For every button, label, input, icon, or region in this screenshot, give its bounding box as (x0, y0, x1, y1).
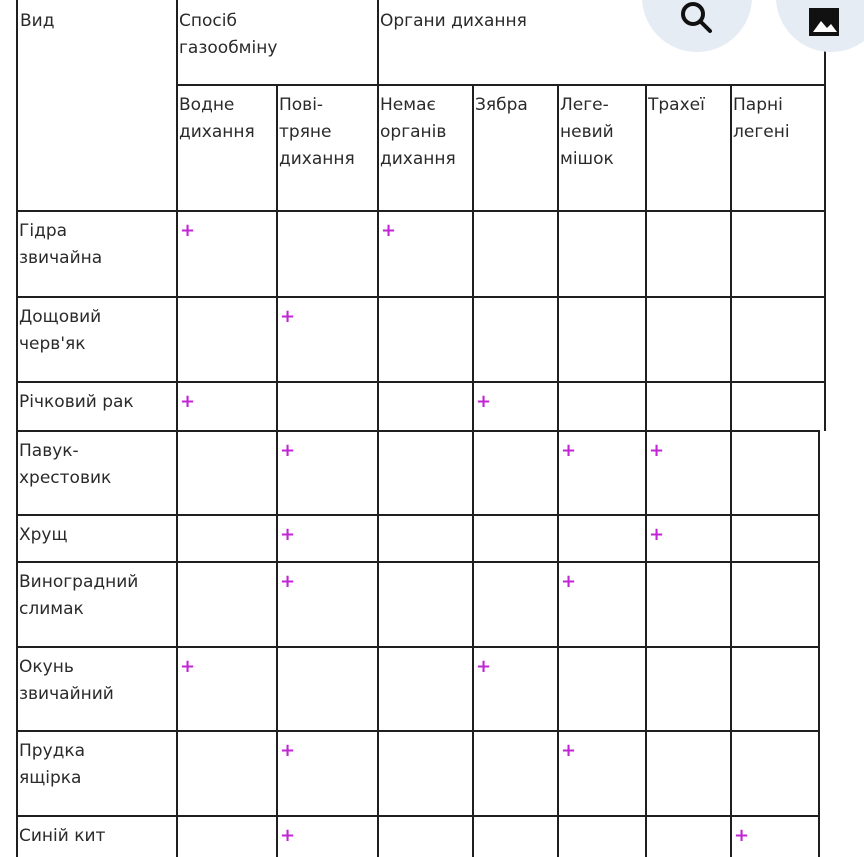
grid-line-h (16, 646, 820, 648)
grid-line-v (176, 0, 178, 857)
search-icon (677, 0, 717, 40)
plus-mark: + (561, 740, 577, 761)
grid-line-v (16, 0, 18, 857)
plus-mark: + (180, 656, 196, 677)
grid-line-v (818, 430, 820, 857)
grid-line-h (16, 561, 820, 563)
grid-line-v (730, 84, 732, 857)
subheader-6: Парні легені (733, 95, 790, 142)
grid-line-h (16, 815, 820, 817)
plus-mark: + (734, 825, 750, 846)
plus-mark: + (381, 220, 397, 241)
grid-line-v (377, 0, 379, 857)
plus-mark: + (476, 391, 492, 412)
row-label: Гідра звичайна (19, 221, 103, 268)
subheader-3: Зябра (475, 95, 528, 115)
row-label: Дощовий черв'як (19, 307, 102, 354)
plus-mark: + (561, 571, 577, 592)
image-icon (807, 6, 841, 40)
plus-mark: + (280, 524, 296, 545)
grid-line-h (16, 381, 826, 383)
subheader-1: Пові- тряне дихання (279, 95, 355, 169)
row-label: Прудка ящірка (19, 741, 86, 788)
grid-line-h (16, 514, 820, 516)
grid-line-h (16, 430, 820, 432)
row-label: Окунь звичайний (19, 657, 114, 704)
plus-mark: + (280, 825, 296, 846)
header-organs: Органи дихання (380, 11, 527, 31)
plus-mark: + (649, 440, 665, 461)
plus-mark: + (180, 220, 196, 241)
plus-mark: + (280, 740, 296, 761)
grid-line-v (645, 84, 647, 857)
grid-line-v (824, 40, 826, 431)
subheader-5: Трахеї (648, 95, 705, 115)
row-label: Хрущ (19, 525, 68, 545)
subheader-2: Немає органів дихання (380, 95, 456, 169)
plus-mark: + (180, 391, 196, 412)
plus-mark: + (476, 656, 492, 677)
header-gas-exchange: Спосіб газообміну (179, 11, 278, 58)
row-label: Виноградний слимак (19, 572, 139, 619)
row-label: Синій кит (19, 826, 106, 846)
grid-line-h (16, 730, 820, 732)
grid-line-h (16, 210, 826, 212)
plus-mark: + (280, 571, 296, 592)
grid-line-h (16, 296, 826, 298)
image-search-button[interactable] (776, 0, 864, 52)
plus-mark: + (280, 306, 296, 327)
subheader-0: Водне дихання (179, 95, 255, 142)
search-button[interactable] (642, 0, 752, 52)
plus-mark: + (280, 440, 296, 461)
grid-line-v (276, 84, 278, 857)
grid-line-v (472, 84, 474, 857)
grid-line-v (557, 84, 559, 857)
grid-line-h (176, 84, 824, 86)
plus-mark: + (561, 440, 577, 461)
row-label: Павук- хрестовик (19, 441, 112, 488)
subheader-4: Леге- невий мішок (560, 95, 614, 169)
row-label: Річковий рак (19, 392, 134, 412)
plus-mark: + (649, 524, 665, 545)
header-species: Вид (20, 11, 55, 31)
